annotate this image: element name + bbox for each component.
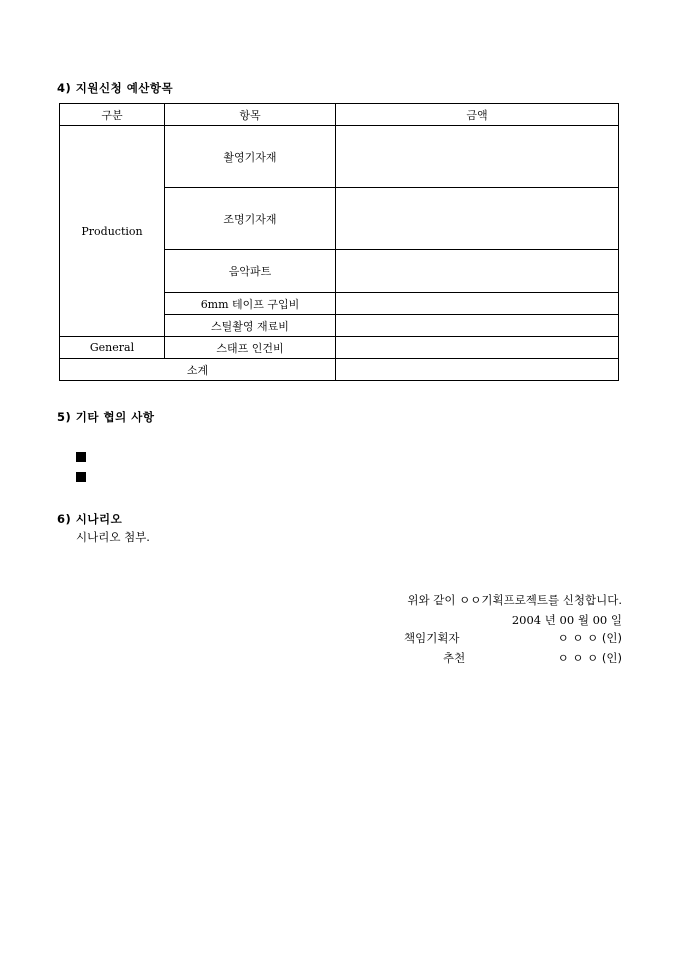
- amount-cell: [336, 337, 619, 359]
- subtotal-label: 소계: [60, 359, 336, 381]
- manager-label: 책임기획자: [404, 631, 460, 645]
- subtotal-amount: [336, 359, 619, 381]
- manager-signature: ㅇ ㅇ ㅇ (인): [557, 631, 622, 645]
- amount-cell: [336, 315, 619, 337]
- section-4-title: 4) 지원신청 예산항목: [57, 81, 174, 95]
- item-cell: 스태프 인건비: [165, 337, 336, 359]
- item-cell: 스틸촬영 재료비: [165, 315, 336, 337]
- amount-cell: [336, 293, 619, 315]
- bullet-square-icon: [76, 452, 86, 462]
- scenario-note: 시나리오 첨부.: [76, 530, 150, 544]
- recommender-signature: ㅇ ㅇ ㅇ (인): [557, 651, 622, 665]
- budget-table: [59, 103, 619, 381]
- item-cell: 촬영기자재: [165, 126, 336, 188]
- header-amount: 금액: [336, 104, 619, 126]
- section-5-title: 5) 기타 협의 사항: [57, 410, 155, 424]
- application-statement: 위와 같이 ㅇㅇ기획프로젝트를 신청합니다.: [407, 593, 622, 607]
- item-cell: 조명기자재: [165, 188, 336, 250]
- recommender-label: 추천: [443, 651, 466, 665]
- header-item: 항목: [165, 104, 336, 126]
- item-cell: 6mm 테이프 구입비: [165, 293, 336, 315]
- subtotal-row: [60, 359, 619, 381]
- item-cell: 음악파트: [165, 250, 336, 293]
- category-general: General: [60, 337, 165, 359]
- table-row: [60, 126, 619, 188]
- bullet-square-icon: [76, 472, 86, 482]
- table-header-row: [60, 104, 619, 126]
- amount-cell: [336, 250, 619, 293]
- amount-cell: [336, 188, 619, 250]
- category-production: Production: [60, 126, 165, 337]
- header-category: 구분: [60, 104, 165, 126]
- section-6-title: 6) 시나리오: [57, 512, 123, 526]
- application-date: 2004 년 00 월 00 일: [511, 613, 622, 627]
- amount-cell: [336, 126, 619, 188]
- table-row: [60, 337, 619, 359]
